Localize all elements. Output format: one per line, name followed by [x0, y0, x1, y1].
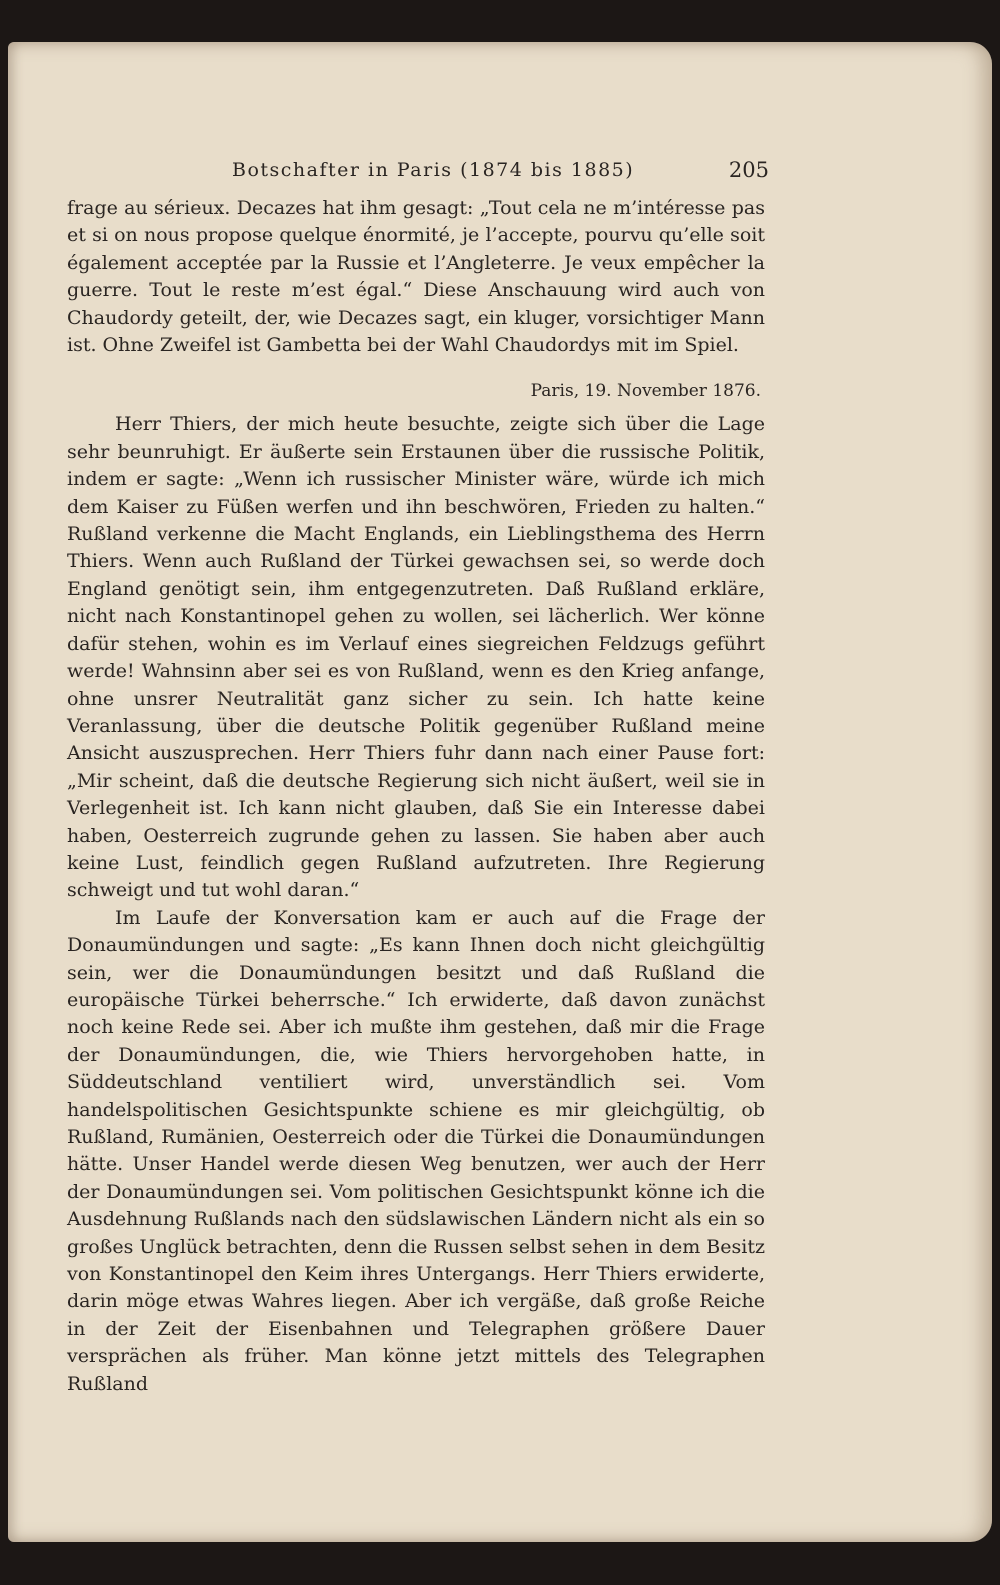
- page-number: 205: [728, 158, 769, 182]
- running-head: [67, 155, 769, 189]
- page-text: [67, 155, 769, 1398]
- paragraph-thiers-visit: Herr Thiers, der mich heute besuchte, zeigte sich über die Lage sehr beunruhigt. Er äußerte sein Erstaunen über die russische Politik, indem er sagte: „Wenn ich russischer Minister wäre, würde ich mich dem Kaiser zu Füßen werfen und ihn beschwören, Frieden zu halten.“ Rußland verkenne die Macht Englands, ein Lieblingsthema des Herrn Thiers. Wenn auch Rußland der Türkei gewachsen sei, so werde doch England genötigt sein, ihm entgegenzutreten. Daß Rußland erkläre, nicht nach Konstantinopel gehen zu wollen, sei lächerlich. Wer könne dafür stehen, wohin es im Verlauf eines siegreichen Feldzugs geführt werde! Wahnsinn aber sei es von Rußland, wenn es den Krieg anfange, ohne unsrer Neutralität ganz sicher zu sein. Ich hatte keine Veranlassung, über die deutsche Politik gegenüber Rußland meine Ansicht auszusprechen. Herr Thiers fuhr dann nach einer Pause fort: „Mir scheint, daß die deutsche Regierung sich nicht äußert, weil sie in Verlegenheit ist. Ich kann nicht glauben, daß Sie ein Interesse dabei haben, Oesterreich zugrunde gehen zu lassen. Sie haben aber auch keine Lust, feindlich gegen Rußland aufzutreten. Ihre Regierung schweigt und tut wohl daran.“: [67, 413, 765, 902]
- dateline: Paris, 19. November 1876.: [530, 381, 761, 402]
- paragraph-continued: frage au sérieux. Decazes hat ihm gesagt: „Tout cela ne m’intéresse pas et si on nous propose quelque énormité, je l’accepte, pourvu qu’elle soit également acceptée par la Russie et l’Angleterre. Je veux empêcher la guerre. Tout le reste m’est égal.“ Diese Anschauung wird auch von Chaudordy geteilt, der, wie Decazes sagt, ein kluger, vorsichtiger Mann ist. Ohne Zweifel ist Gambetta bei der Wahl Chaudordys mit im Spiel.: [67, 197, 765, 357]
- running-title: Botschafter in Paris (1874 bis 1885): [232, 159, 635, 181]
- paragraph-danube-mouths: Im Laufe der Konversation kam er auch auf die Frage der Donaumündungen und sagte: „Es kann Ihnen doch nicht gleichgültig sein, wer die Donaumündungen besitzt und daß Rußland die europäische Türkei beherrsche.“ Ich erwiderte, daß davon zunächst noch keine Rede sei. Aber ich mußte ihm gestehen, daß mir die Frage der Donaumündungen, die, wie Thiers hervorgehoben hatte, in Süddeutschland ventiliert wird, unverständlich sei. Vom handelspolitischen Gesichtspunkte schiene es mir gleichgültig, ob Rußland, Rumänien, Oesterreich oder die Türkei die Donaumündungen hätte. Unser Handel werde diesen Weg benutzen, wer auch der Herr der Donaumündungen sei. Vom politischen Gesichtspunkt könne ich die Ausdehnung Rußlands nach den südslawischen Ländern nicht als ein so großes Unglück betrachten, denn die Russen selbst sehen in dem Besitz von Konstantinopel den Keim ihres Untergangs. Herr Thiers erwiderte, darin möge etwas Wahres liegen. Aber ich vergäße, daß große Reiche in der Zeit der Eisenbahnen und Telegraphen größere Dauer versprächen als früher. Man könne jetzt mittels des Telegraphen Rußland: [67, 906, 765, 1395]
